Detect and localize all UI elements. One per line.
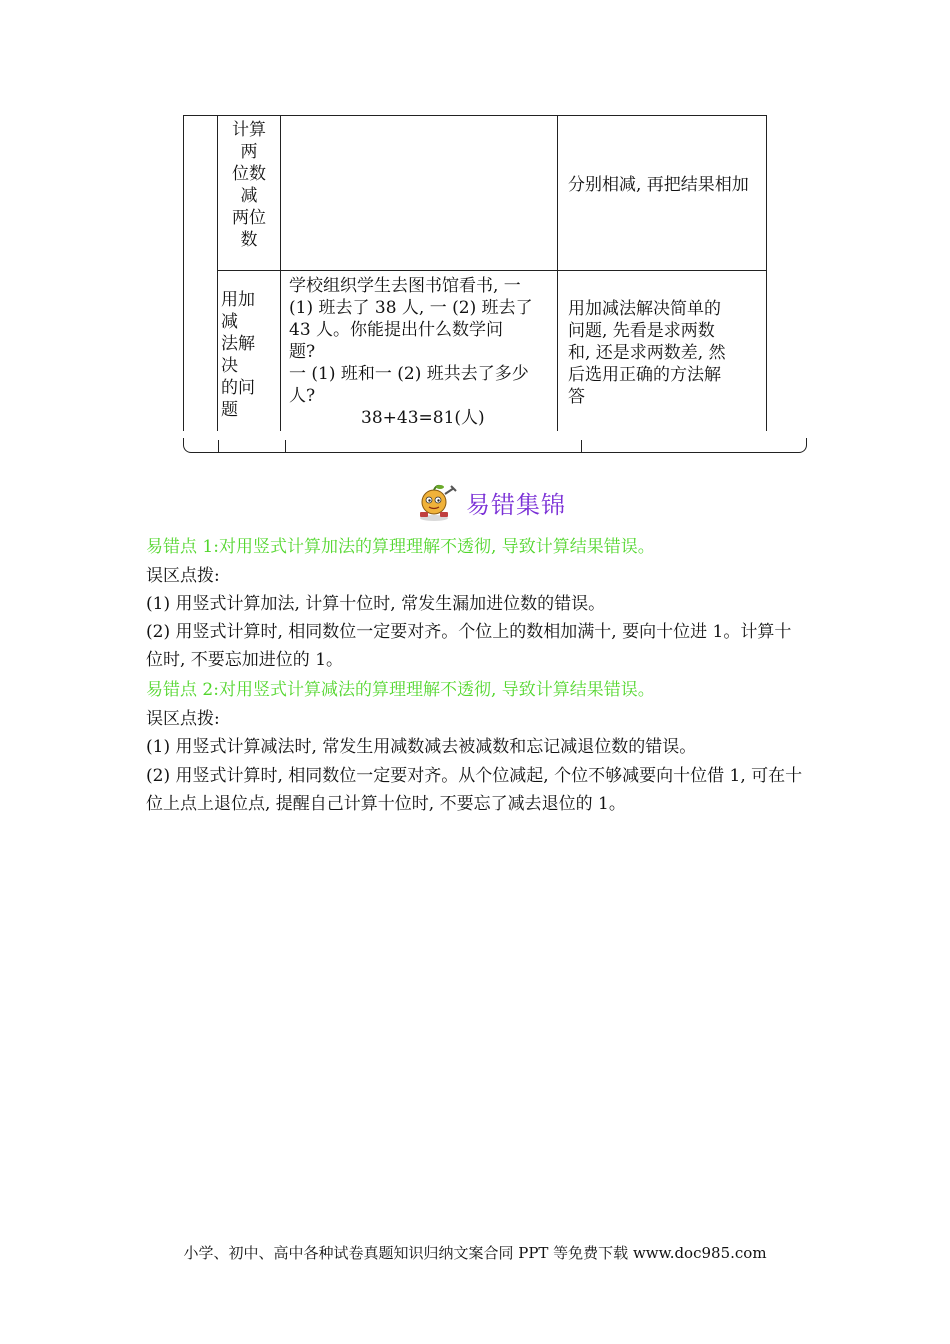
topic-line: 位数 [232,164,266,184]
table-row-2-example [289,275,555,429]
topic-line: 的问 [221,378,255,398]
example-equation: 38+43=81(人) [361,408,485,428]
method-line: 问题, 先看是求两数 [568,321,715,341]
table-divider [557,115,558,431]
method-line: 后选用正确的方法解 [568,365,721,385]
topic-line: 两位 [232,208,266,228]
error-point-2-label: 误区点拨: [146,709,220,729]
error-point-1-title: 易错点 1:对用竖式计算加法的算理理解不透彻, 导致计算结果错误。 [146,537,655,557]
table-row-1-topic [219,119,279,251]
bracket-tick [581,440,582,452]
topic-line: 数 [240,230,258,250]
topic-line: 用加 [221,290,255,310]
topic-line: 减 [240,186,258,206]
table-border-right [766,115,767,431]
topic-line: 两 [240,142,258,162]
example-line: (1) 班去了 38 人, 一 (2) 班去了 [289,298,533,318]
table-divider [217,115,218,431]
method-line: 和, 还是求两数差, 然 [568,343,726,363]
table-row-2-topic [221,289,279,421]
error-point-1-item-2: (2) 用竖式计算时, 相同数位一定要对齐。个位上的数相加满十, 要向十位进 1。计算十位时, 不要忘加进位的 1。 [146,622,792,670]
table-row-1-method: 分别相减, 再把结果相加 [568,175,749,195]
method-line: 答 [568,387,585,407]
topic-line: 法解 [221,334,255,354]
example-line: 43 人。你能提出什么数学问 [289,320,504,340]
bracket-tick [285,440,286,452]
example-line: 题? [289,342,316,362]
apple-mascot-icon [414,482,458,522]
bracket-tick [218,440,219,452]
table-border-left [183,115,184,431]
table-row-divider [217,270,767,271]
topic-line: 决 [221,356,238,376]
example-line: 人? [289,386,316,406]
error-point-1-label: 误区点拨: [146,566,220,586]
table-border-top [183,115,767,116]
summary-table [0,0,950,470]
topic-line: 计算 [232,120,266,140]
section-title: 易错集锦 [466,490,566,519]
table-divider [280,115,281,431]
error-point-2-item-1: (1) 用竖式计算减法时, 常发生用减数减去被减数和忘记减退位数的错误。 [146,737,697,757]
page-footer: 小学、初中、高中各种试卷真题知识归纳文案合同 PPT 等免费下载 www.doc985.com [183,1244,767,1262]
error-point-1-item-1: (1) 用竖式计算加法, 计算十位时, 常发生漏加进位数的错误。 [146,594,606,614]
table-row-2-method [568,298,764,408]
example-line: 学校组织学生去图书馆看书, 一 [289,276,521,296]
method-line: 用加减法解决简单的 [568,299,721,319]
table-bracket [183,438,807,453]
example-line: 一 (1) 班和一 (2) 班共去了多少 [289,364,529,384]
error-point-2-title: 易错点 2:对用竖式计算减法的算理理解不透彻, 导致计算结果错误。 [146,680,655,700]
topic-line: 减 [221,312,238,332]
topic-line: 题 [221,400,238,420]
error-point-2-item-2: (2) 用竖式计算时, 相同数位一定要对齐。从个位减起, 个位不够减要向十位借 1, 可在十位上点上退位点, 提醒自己计算十位时, 不要忘了减去退位的 1。 [146,766,803,814]
section-heading [414,480,566,524]
